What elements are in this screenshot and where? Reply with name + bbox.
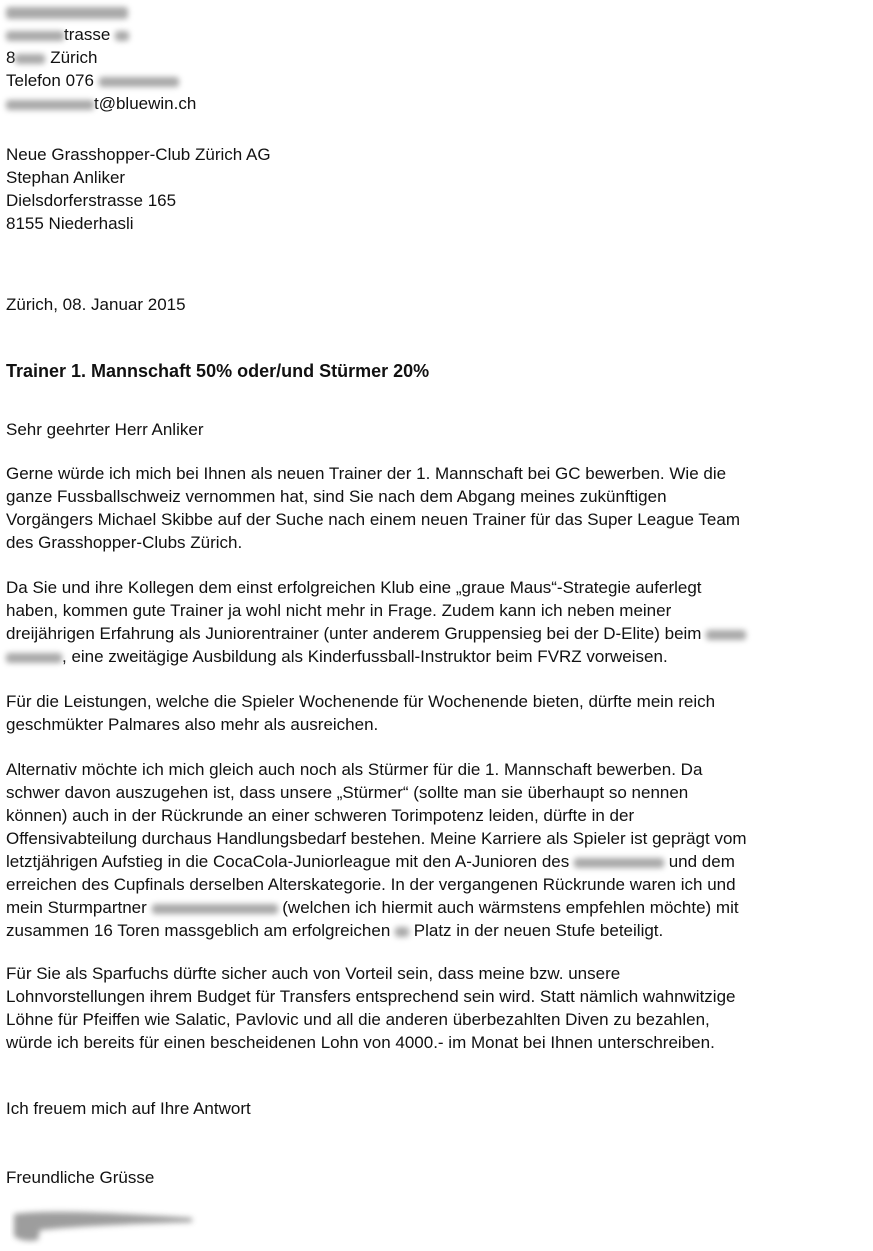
recipient-name: Stephan Anliker — [6, 168, 126, 187]
recipient-street: Dielsdorferstrasse 165 — [6, 191, 177, 210]
recipient-city: 8155 Niederhasli — [6, 214, 134, 233]
closing-line: Ich freuem mich auf Ihre Antwort — [6, 1099, 251, 1118]
redacted-sender-name — [6, 7, 128, 19]
sender-address-block — [6, 0, 196, 115]
sender-email-line: t@bluewin.ch — [6, 92, 196, 115]
redacted-street-start — [6, 31, 64, 41]
paragraph-5: Für Sie als Sparfuchs dürfte sicher auch von Vorteil sein, dass meine bzw. unsere Lohnvorstellungen ihrem Budget für Transfers entsprechend sein wird. Statt nämlich wahnwitzige Löhne für Pfeiffen wie Salatic, Pavlovic und all die anderen überbezahlten Diven zu bezahlen, würde ich bereits für einen bescheidenen Lohn von 4000.- im Monat bei Ihnen unterschreiben. — [6, 964, 736, 1052]
sender-street-line: trasse — [6, 23, 196, 46]
letter-date: Zürich, 08. Januar 2015 — [6, 295, 186, 314]
redacted-street-number — [115, 31, 129, 41]
redacted-club-name-cont — [6, 653, 62, 663]
redacted-phone-number — [99, 77, 179, 87]
redacted-team-name — [574, 858, 664, 868]
redacted-signature — [10, 1200, 200, 1246]
recipient-company: Neue Grasshopper-Club Zürich AG — [6, 145, 271, 164]
sign-off: Freundliche Grüsse — [6, 1168, 155, 1187]
paragraph-2: Da Sie und ihre Kollegen dem einst erfolgreichen Klub eine „graue Maus“-Strategie auferlegt haben, kommen gute Trainer ja wohl nicht mehr in Frage. Zudem kann ich neben meiner dreijährigen Erfahrung als Juniorentrainer (unter anderem Gruppensieg bei der D-Elite) beim , eine zweitägige Ausbildung als Kinderfussball-Instruktor beim FVRZ vorweisen. — [6, 576, 866, 668]
sender-city-line: 8 Zürich — [6, 48, 98, 67]
sender-name-line — [6, 0, 196, 23]
redacted-email-start — [6, 100, 94, 110]
sender-phone-line: Telefon 076 — [6, 69, 196, 92]
paragraph-4: Alternativ möchte ich mich gleich auch noch als Stürmer für die 1. Mannschaft bewerben. Da schwer davon auszugehen ist, dass unsere „Stürmer“ (sollte man sie überhaupt so nennen können) auch in der Rückrunde an einer schweren Torimpotenz leiden, dürfte in der Offensivabteilung durchaus Handlungsbedarf bestehen. Meine Karriere als Spieler ist geprägt vom letztjährigen Aufstieg in die CocaCola-Juniorleague mit den A-Junioren des und dem erreichen des Cupfinals derselben Alterskategorie. In der vergangenen Rückrunde waren ich und mein Sturmpartner (welchen ich hiermit auch wärmstens empfehlen möchte) mit zusammen 16 Toren massgeblich am erfolgreichen Platz in der neuen Stufe beteiligt. — [6, 760, 747, 940]
letter-subject: Trainer 1. Mannschaft 50% oder/und Stürmer 20% — [6, 361, 430, 381]
redacted-zip — [15, 54, 45, 64]
paragraph-1: Gerne würde ich mich bei Ihnen als neuen Trainer der 1. Mannschaft bei GC bewerben. Wie die ganze Fussballschweiz vernommen hat, sind Sie nach dem Abgang meines zukünftigen Vorgängers Michael Skibbe auf der Suche nach einem neuen Trainer für das Super League Team des Grasshopper-Clubs Zürich. — [6, 464, 740, 552]
redacted-partner-name — [152, 904, 278, 914]
paragraph-3: Für die Leistungen, welche die Spieler Wochenende für Wochenende bieten, dürfte mein reich geschmükter Palmares also mehr als ausreichen. — [6, 692, 716, 734]
redacted-placement — [395, 927, 409, 937]
redacted-club-name — [706, 630, 746, 640]
salutation: Sehr geehrter Herr Anliker — [6, 420, 204, 439]
recipient-address-block — [6, 143, 271, 235]
